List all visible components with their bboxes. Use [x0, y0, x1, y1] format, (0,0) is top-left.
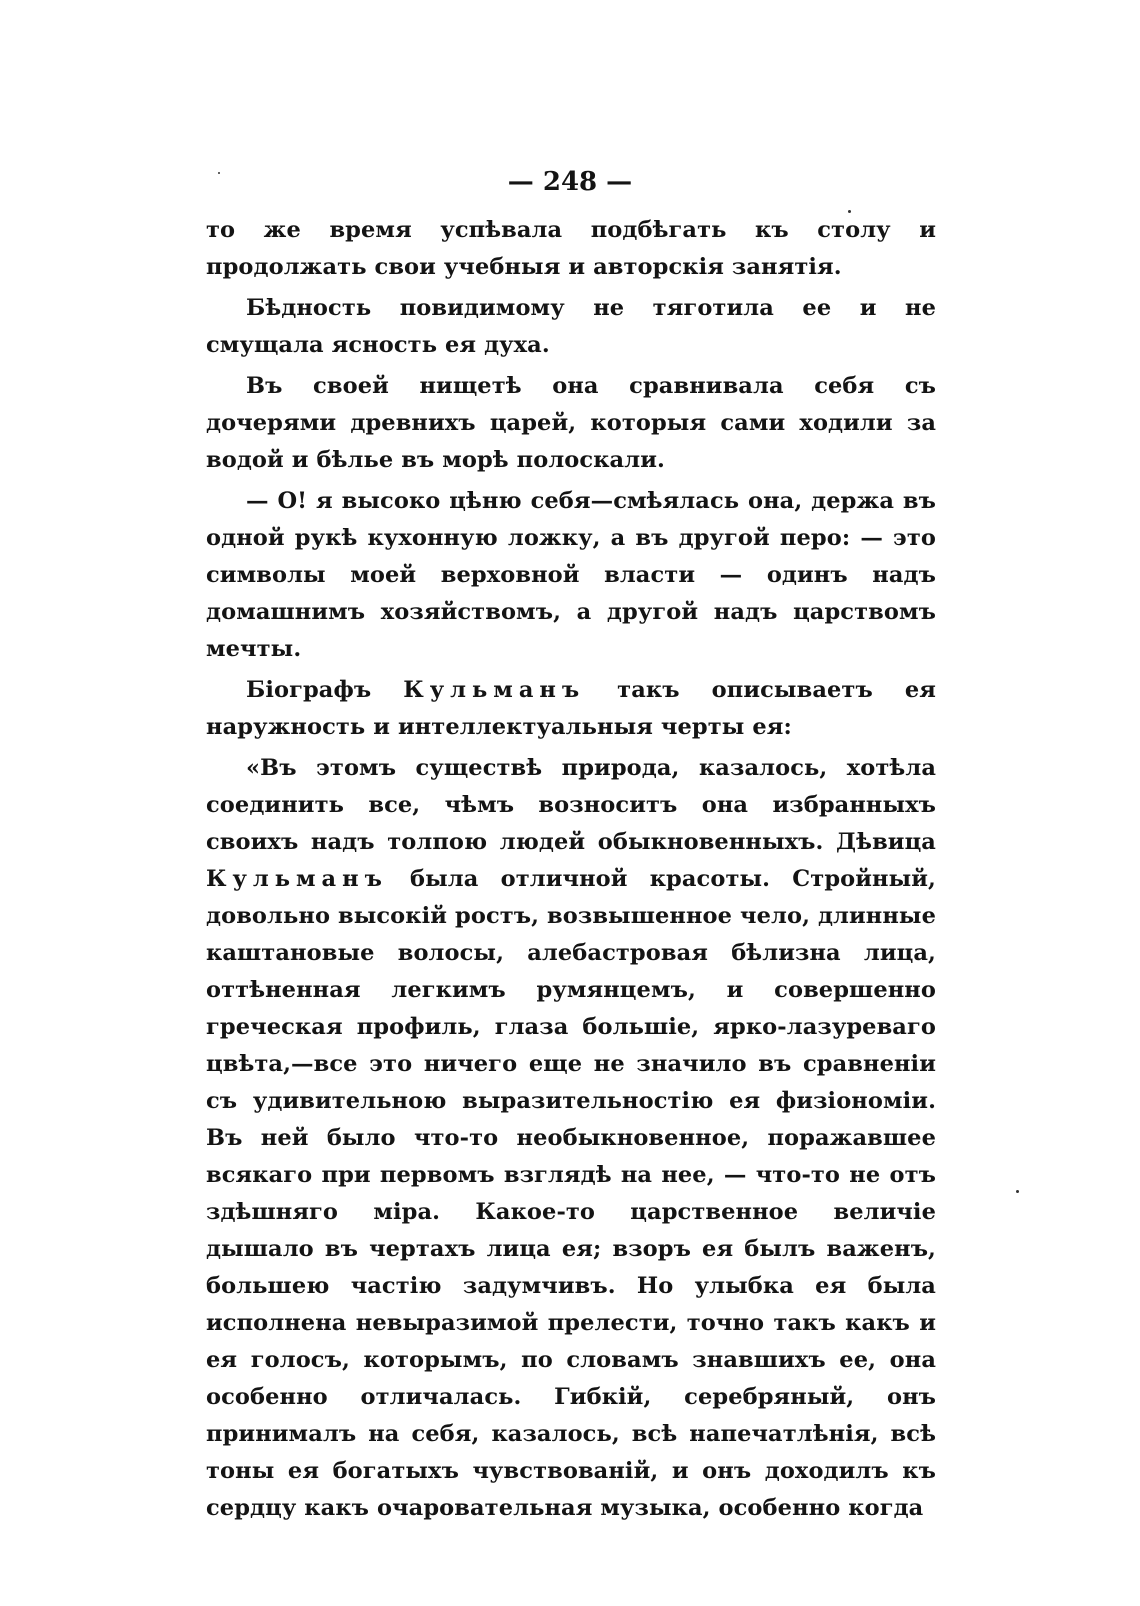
paragraph-1: то же время успѣвала подбѣгать къ столу и продолжать свои учебныя и авторскія занятія. — [206, 217, 936, 280]
paragraph-3: Въ своей нищетѣ она сравнивала себя съ дочерями древнихъ царей, которыя сами ходили за водой и бѣлье въ морѣ полоскали. — [206, 373, 936, 473]
paragraph-6-end: была отличной красоты. Стройный, довольно высокій ростъ, возвышенное чело, длинные каштановые волосы, алебастровая бѣлизна лица, оттѣненная легкимъ румянцемъ, и совершенно греческая профиль, глаза большіе, ярко-лазуреваго цвѣта,—все это ничего еще не значило въ сравненіи съ удивительною выразительностію ея физіономіи. Въ ней было что-то необыкновенное, поражавшее всякаго при первомъ взглядѣ на нее, — что-то не отъ здѣшняго міра. Какое-то царственное величіе дышало въ чертахъ лица ея; взоръ ея былъ важенъ, большею частію задумчивъ. Но улыбка ея была исполнена невыразимой прелести, точно такъ какъ и ея голосъ, которымъ, по словамъ знавшихъ ее, она особенно отличалась. Гибкій, серебряный, онъ принималъ на себя, казалось, всѣ напечатлѣнія, всѣ тоны ея богатыхъ чувствованій, и онъ доходилъ къ сердцу какъ очаровательная музыка, особенно когда — [206, 866, 936, 1521]
paragraph-4: — О! я высоко цѣню себя—смѣялась она, держа въ одной рукѣ кухонную ложку, а въ другой перо: — это символы моей верховной власти — одинъ надъ домашнимъ хозяйствомъ, а другой надъ царствомъ мечты. — [206, 488, 936, 662]
scan-speck — [848, 210, 851, 213]
spaced-name: Кульманъ — [403, 677, 586, 703]
paragraph-6-start: «Въ этомъ существѣ природа, казалось, хотѣла соединить все, чѣмъ возноситъ она избранныхъ своихъ надъ толпою людей обыкновенныхъ. Дѣвица — [206, 755, 936, 855]
paragraph-5 — [206, 672, 936, 746]
paragraph-5-end: такъ описываетъ ея наружность и интеллектуальныя черты ея: — [206, 677, 936, 740]
paragraph-5-start: Біографъ — [246, 677, 404, 703]
spaced-name: Кульманъ — [206, 866, 388, 892]
page-number: — 248 — — [507, 167, 633, 197]
scan-speck — [1016, 1190, 1019, 1193]
scan-speck — [218, 172, 220, 174]
body-text — [206, 212, 936, 1527]
paragraph-2: Бѣдность повидимому не тяготила ее и не смущала ясность ея духа. — [206, 295, 936, 358]
paragraph-6 — [206, 750, 936, 1527]
